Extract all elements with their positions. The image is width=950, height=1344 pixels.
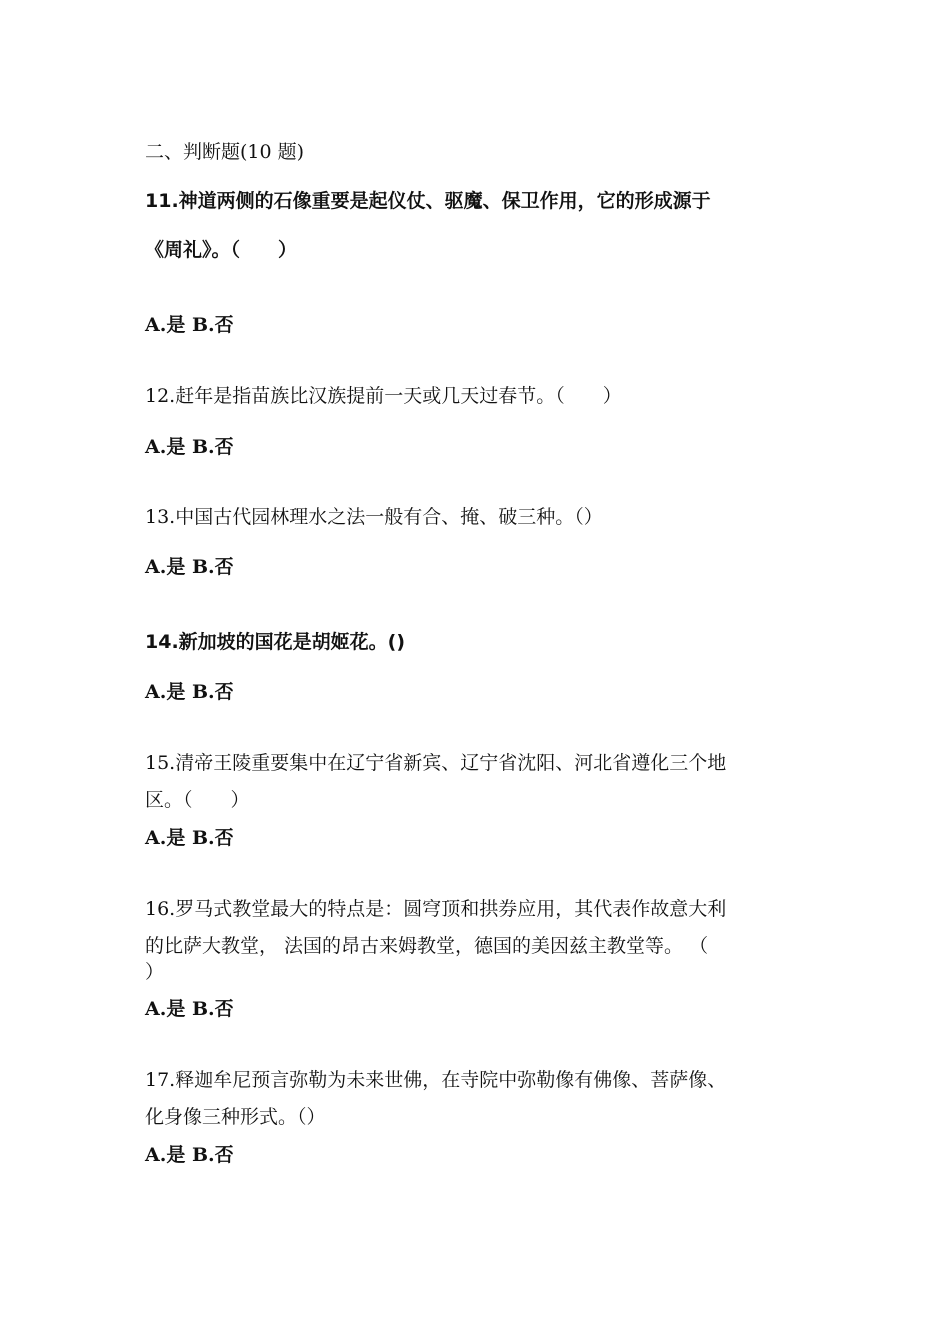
section-title: 二、判断题(10 题) — [145, 141, 305, 163]
question-13-line-1: 13.中国古代园林理水之法一般有合、掩、破三种。（） — [145, 506, 603, 528]
question-11-line-1: 11.神道两侧的石像重要是起仪仗、驱魔、保卫作用，它的形成源于 — [145, 190, 711, 212]
question-16-line-1: 16.罗马式教堂最大的特点是：圆穹顶和拱券应用，其代表作故意大利 — [145, 898, 727, 920]
question-17-line-2: 化身像三种形式。（） — [145, 1106, 326, 1128]
question-14-answer-options: A.是 B.否 — [145, 681, 234, 703]
question-17-answer-options: A.是 B.否 — [145, 1144, 234, 1166]
question-13-answer-options: A.是 B.否 — [145, 556, 234, 578]
question-15-line-1: 15.清帝王陵重要集中在辽宁省新宾、辽宁省沈阳、河北省遵化三个地 — [145, 752, 727, 774]
question-16-line-2: 的比萨大教堂， 法国的昂古来姆教堂，德国的美因兹主教堂等。 （ — [145, 935, 709, 957]
question-14-line-1: 14.新加坡的国花是胡姬花。() — [145, 631, 406, 653]
question-16-line-3: ） — [145, 961, 165, 983]
question-12-answer-options: A.是 B.否 — [145, 436, 234, 458]
question-15-answer-options: A.是 B.否 — [145, 827, 234, 849]
question-11-answer-options: A.是 B.否 — [145, 314, 234, 336]
question-15-line-2: 区。（ ） — [145, 789, 250, 811]
question-12-line-1: 12.赶年是指苗族比汉族提前一天或几天过春节。（ ） — [145, 385, 622, 407]
question-11-line-2: 《周礼》。（ ） — [145, 239, 298, 261]
question-17-line-1: 17.释迦牟尼预言弥勒为未来世佛，在寺院中弥勒像有佛像、菩萨像、 — [145, 1069, 727, 1091]
question-16-answer-options: A.是 B.否 — [145, 998, 234, 1020]
